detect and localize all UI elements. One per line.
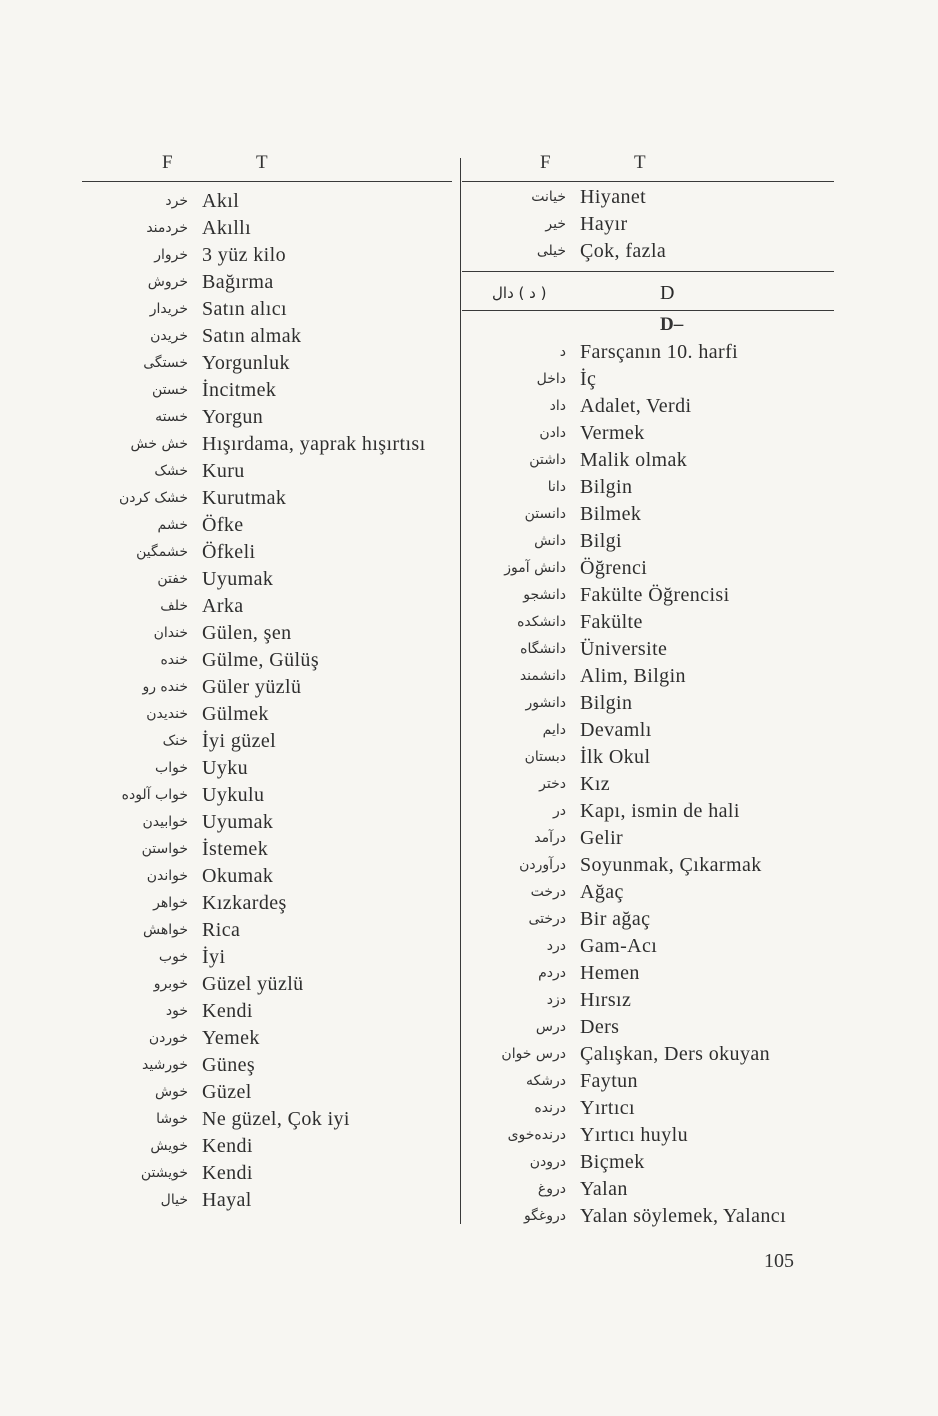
persian-word: خوش <box>155 1084 188 1100</box>
persian-word: دروغگو <box>523 1208 566 1224</box>
turkish-meaning: Farsçanın 10. harfi <box>580 341 739 363</box>
dictionary-entry <box>0 528 938 554</box>
turkish-meaning: Uykulu <box>202 784 265 806</box>
dictionary-entry <box>0 184 938 210</box>
right-header-rule <box>462 181 834 182</box>
turkish-meaning: Uyumak <box>202 568 274 590</box>
persian-word: درنده‌خوی <box>507 1127 566 1143</box>
persian-word: خورشید <box>142 1057 188 1073</box>
section-heading <box>462 280 834 306</box>
turkish-meaning: Güneş <box>202 1054 256 1076</box>
dictionary-entry <box>0 798 938 824</box>
turkish-meaning: Kurutmak <box>202 487 287 509</box>
dictionary-entry <box>0 1176 938 1202</box>
section-persian-letter: ( د ) دال <box>492 284 547 302</box>
persian-word: دانشکده <box>517 614 566 630</box>
persian-word: خواهر <box>153 895 188 911</box>
persian-word: دادن <box>539 425 566 441</box>
persian-word: دروغ <box>537 1181 566 1197</box>
turkish-meaning: Bilgin <box>580 692 633 714</box>
section-latin-letter: D <box>660 282 675 304</box>
persian-word: دانستن <box>524 506 566 522</box>
turkish-meaning: 3 yüz kilo <box>202 244 286 266</box>
persian-word: خوبرو <box>153 976 188 992</box>
dictionary-entry <box>0 555 938 581</box>
persian-word: دانا <box>547 479 566 495</box>
dictionary-entry <box>0 582 938 608</box>
turkish-meaning: İlk Okul <box>580 746 651 768</box>
persian-word: درختی <box>528 911 566 927</box>
turkish-meaning: Ders <box>580 1016 620 1038</box>
persian-word: دایم <box>542 722 566 738</box>
turkish-meaning: Ağaç <box>580 881 624 903</box>
dictionary-entry <box>0 474 938 500</box>
persian-word: خواب آلوده <box>121 787 188 803</box>
persian-word: دانشجو <box>523 587 566 603</box>
turkish-meaning: Güzel <box>202 1081 252 1103</box>
persian-word: خیال <box>160 1192 188 1208</box>
dictionary-entry <box>0 1014 938 1040</box>
turkish-meaning: Bir ağaç <box>580 908 651 930</box>
persian-word: خنک <box>162 733 188 749</box>
dictionary-entry <box>0 609 938 635</box>
persian-word: درآمد <box>534 830 566 846</box>
persian-word: خسته <box>155 409 188 425</box>
turkish-meaning: Faytun <box>580 1070 638 1092</box>
turkish-meaning: Adalet, Verdi <box>580 395 692 417</box>
persian-word: داخل <box>536 371 566 387</box>
turkish-meaning: Kapı, ismin de hali <box>580 800 740 822</box>
persian-word: خواندن <box>146 868 188 884</box>
turkish-meaning: Okumak <box>202 865 274 887</box>
turkish-meaning: Kuru <box>202 460 245 482</box>
persian-word: خریدار <box>149 301 188 317</box>
dictionary-entry <box>0 339 938 365</box>
persian-word: درنده <box>534 1100 566 1116</box>
turkish-meaning: Yorgunluk <box>202 352 290 374</box>
left-header-f: F <box>162 152 173 173</box>
dictionary-entry <box>0 744 938 770</box>
turkish-meaning: Bilgin <box>580 476 633 498</box>
persian-word: خنده رو <box>142 679 188 695</box>
persian-word: درودن <box>529 1154 566 1170</box>
page-number: 105 <box>764 1250 794 1272</box>
dictionary-entry <box>0 636 938 662</box>
turkish-meaning: Yemek <box>202 1027 260 1049</box>
persian-word: خرد <box>165 193 188 209</box>
turkish-meaning: Kızkardeş <box>202 892 287 914</box>
persian-word: دردم <box>538 965 566 981</box>
turkish-meaning: Hayal <box>202 1189 252 1211</box>
persian-word: خواب <box>155 760 188 776</box>
persian-word: خشم <box>157 517 188 533</box>
dictionary-entry <box>0 1203 938 1229</box>
turkish-meaning: Öfke <box>202 514 244 536</box>
dictionary-entry <box>0 987 938 1013</box>
persian-word: خیلی <box>536 243 566 259</box>
turkish-meaning: Satın alıcı <box>202 298 287 320</box>
persian-word: خلف <box>160 598 188 614</box>
turkish-meaning: Kendi <box>202 1135 253 1157</box>
turkish-meaning: Akıl <box>202 190 240 212</box>
persian-word: داشتن <box>529 452 566 468</box>
persian-word: خردمند <box>146 220 188 236</box>
persian-word: خستگی <box>143 355 188 371</box>
dictionary-entry <box>0 393 938 419</box>
dictionary-entry <box>0 366 938 392</box>
dictionary-entry <box>0 879 938 905</box>
turkish-meaning: Vermek <box>580 422 645 444</box>
persian-word: خشک کردن <box>118 490 188 506</box>
persian-word: خروار <box>154 247 188 263</box>
persian-word: خریدن <box>150 328 188 344</box>
section-subheading: D– <box>660 314 684 335</box>
dictionary-entry <box>0 1149 938 1175</box>
persian-word: خود <box>165 1003 188 1019</box>
persian-word: دانش <box>534 533 566 549</box>
turkish-meaning: Gam-Acı <box>580 935 658 957</box>
turkish-meaning: Hayır <box>580 213 628 235</box>
persian-word: خندان <box>153 625 188 641</box>
turkish-meaning: İyi güzel <box>202 730 277 752</box>
turkish-meaning: Çok, fazla <box>580 240 667 262</box>
turkish-meaning: Yorgun <box>202 406 264 428</box>
turkish-meaning: Öğrenci <box>580 557 648 579</box>
dictionary-entry <box>0 906 938 932</box>
turkish-meaning: Öfkeli <box>202 541 256 563</box>
persian-word: درد <box>546 938 566 954</box>
persian-word: خشمگین <box>136 544 188 560</box>
persian-word: خنده <box>160 652 188 668</box>
persian-word: خستن <box>151 382 188 398</box>
persian-word: دانشور <box>525 695 566 711</box>
turkish-meaning: Yırtıcı huylu <box>580 1124 688 1146</box>
dictionary-entry <box>0 960 938 986</box>
turkish-meaning: Akıllı <box>202 217 252 239</box>
turkish-meaning: Malik olmak <box>580 449 688 471</box>
turkish-meaning: Fakülte Öğrencisi <box>580 584 730 606</box>
dictionary-entry <box>0 1095 938 1121</box>
turkish-meaning: İç <box>580 368 597 390</box>
turkish-meaning: Biçmek <box>580 1151 645 1173</box>
turkish-meaning: Satın almak <box>202 325 302 347</box>
turkish-meaning: Uyumak <box>202 811 274 833</box>
turkish-meaning: Hemen <box>580 962 640 984</box>
dictionary-entry <box>0 933 938 959</box>
persian-word: درس <box>535 1019 566 1035</box>
persian-word: خواستن <box>141 841 188 857</box>
turkish-meaning: Alim, Bilgin <box>580 665 686 687</box>
persian-word: خروش <box>147 274 188 290</box>
turkish-meaning: Gülmek <box>202 703 269 725</box>
persian-word: خواهش <box>142 922 188 938</box>
turkish-meaning: İyi <box>202 946 226 968</box>
left-header-t: T <box>256 152 268 173</box>
persian-word: خوب <box>158 949 188 965</box>
turkish-meaning: Çalışkan, Ders okuyan <box>580 1043 771 1065</box>
turkish-meaning: Bilgi <box>580 530 623 552</box>
dictionary-entry <box>0 420 938 446</box>
persian-word: خوشا <box>156 1111 188 1127</box>
dictionary-entry <box>0 1122 938 1148</box>
turkish-meaning: Fakülte <box>580 611 643 633</box>
persian-word: درخت <box>530 884 566 900</box>
persian-word: دانشگاه <box>520 641 566 657</box>
persian-word: دانش آموز <box>504 560 566 576</box>
persian-word: خویش <box>150 1138 188 1154</box>
turkish-meaning: Bağırma <box>202 271 274 293</box>
turkish-meaning: Güzel yüzlü <box>202 973 304 995</box>
persian-word: خش خش <box>130 436 188 452</box>
turkish-meaning: İncitmek <box>202 379 277 401</box>
turkish-meaning: Rica <box>202 919 241 941</box>
persian-word: خوردن <box>148 1030 188 1046</box>
left-header-rule <box>82 181 452 182</box>
turkish-meaning: Devamlı <box>580 719 652 741</box>
dictionary-entry <box>0 501 938 527</box>
turkish-meaning: Hiyanet <box>580 186 647 208</box>
dictionary-entry <box>0 717 938 743</box>
turkish-meaning: Gülme, Gülüş <box>202 649 320 671</box>
turkish-meaning: Arka <box>202 595 244 617</box>
persian-word: خفتن <box>157 571 188 587</box>
dictionary-entry <box>0 238 938 264</box>
persian-word: خشک <box>154 463 188 479</box>
persian-word: درآوردن <box>519 857 566 873</box>
turkish-meaning: Yalan söylemek, Yalancı <box>580 1205 787 1227</box>
turkish-meaning: Soyunmak, Çıkarmak <box>580 854 762 876</box>
dictionary-entry <box>0 852 938 878</box>
dictionary-entry <box>0 211 938 237</box>
turkish-meaning: Kendi <box>202 1000 253 1022</box>
persian-word: دانشمند <box>519 668 566 684</box>
turkish-meaning: Hırsız <box>580 989 632 1011</box>
turkish-meaning: Bilmek <box>580 503 642 525</box>
persian-word: داد <box>549 398 566 414</box>
turkish-meaning: Ne güzel, Çok iyi <box>202 1108 350 1130</box>
persian-word: خیر <box>545 216 566 232</box>
turkish-meaning: Yırtıcı <box>580 1097 636 1119</box>
persian-word: دزد <box>546 992 566 1008</box>
turkish-meaning: Kendi <box>202 1162 253 1184</box>
persian-word: دختر <box>539 776 566 792</box>
dictionary-entry <box>0 447 938 473</box>
turkish-meaning: Güler yüzlü <box>202 676 302 698</box>
dictionary-entry <box>0 1041 938 1067</box>
dictionary-entry <box>0 690 938 716</box>
dictionary-entry <box>0 825 938 851</box>
persian-word: در <box>553 803 566 819</box>
turkish-meaning: Üniversite <box>580 638 668 660</box>
right-header-t: T <box>634 152 646 173</box>
persian-word: دبستان <box>524 749 566 765</box>
turkish-meaning: Hışırdama, yaprak hışırtısı <box>202 433 426 455</box>
persian-word: درس خوان <box>501 1046 566 1062</box>
persian-word: خویشتن <box>140 1165 188 1181</box>
turkish-meaning: Gelir <box>580 827 624 849</box>
turkish-meaning: Kız <box>580 773 611 795</box>
turkish-meaning: Uyku <box>202 757 249 779</box>
turkish-meaning: Gülen, şen <box>202 622 292 644</box>
turkish-meaning: İstemek <box>202 838 269 860</box>
turkish-meaning: Yalan <box>580 1178 628 1200</box>
right-header-f: F <box>540 152 551 173</box>
persian-word: خیانت <box>531 189 566 205</box>
persian-word: درشکه <box>526 1073 566 1089</box>
dictionary-entry <box>0 771 938 797</box>
persian-word: د <box>559 344 566 360</box>
persian-word: خوابیدن <box>142 814 188 830</box>
dictionary-entry <box>0 663 938 689</box>
persian-word: خندیدن <box>146 706 188 722</box>
dictionary-entry <box>0 1068 938 1094</box>
